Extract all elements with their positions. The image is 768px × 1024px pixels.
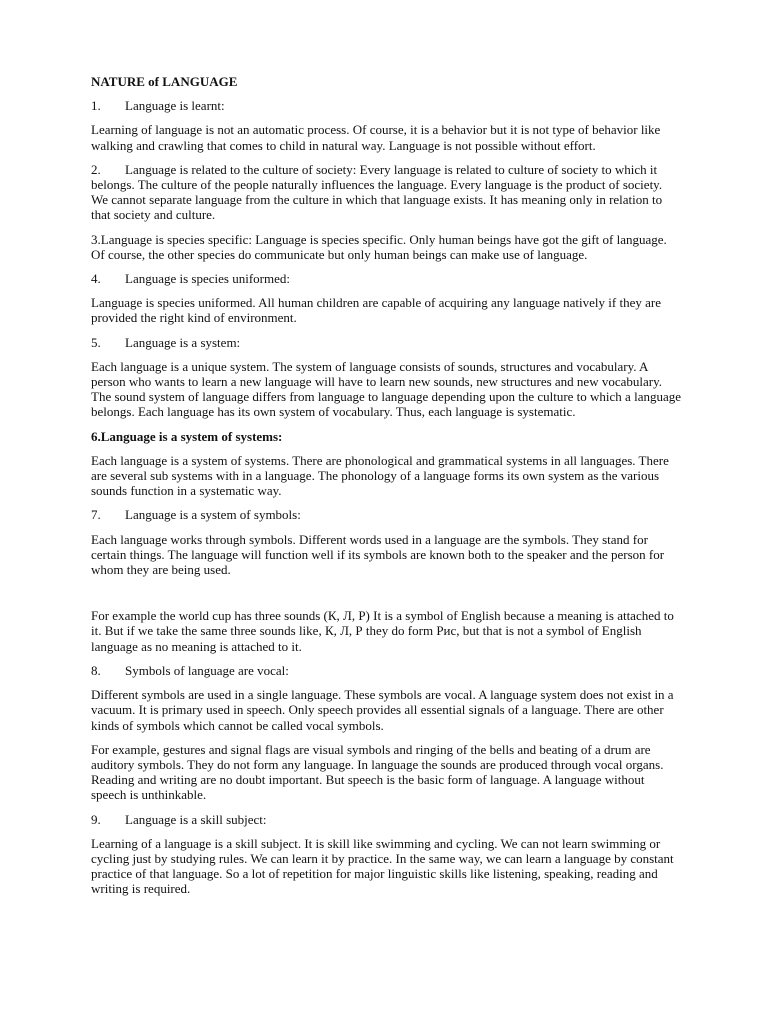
document-title: NATURE of LANGUAGE <box>91 74 238 89</box>
heading-5-text: Language is a system: <box>125 334 241 350</box>
heading-4-text: Language is species uniformed: <box>125 271 290 287</box>
paragraph-5: Each language is a unique system. The system of language consists of sounds, structures and vocabulary. A person who wants to learn a new language will have to learn new sounds, new structures and new vocabulary. The sound system of language differs from language to language depending upon the culture to which a language belongs. Each language has its own system of vocabulary. Thus, each language is systematic. <box>91 358 682 420</box>
paragraph-7-example: For example the world cup has three sounds (К, Л, Р) It is a symbol of English because a meaning is attached to it. But if we take the same three sounds like, К, Л, Р they do form Рис, but that is not a symbol of English language as no meaning is attached to it. <box>91 608 674 654</box>
heading-1-text: Language is learnt: <box>125 98 225 114</box>
heading-8-number: 8. <box>91 662 101 678</box>
heading-7-text: Language is a system of symbols: <box>125 507 301 523</box>
paragraph-7: Each language works through symbols. Different words used in a language are the symbols. They stand for certain things. The language will function well if its symbols are known both to the speaker and the person for whom they are being used. <box>91 531 665 578</box>
heading-6: 6.Language is a system of systems: <box>91 428 283 444</box>
heading-7 <box>91 507 681 522</box>
heading-4-number: 4. <box>91 271 101 287</box>
paragraph-9: Learning of a language is a skill subject. It is skill like swimming and cycling. We can not learn swimming or cycling just by studying rules. We can learn it by practice. In the same way, we can learn a language by constant practice of that language. So a lot of repetition for major linguistic skills like listening, speaking, reading and writing is required. <box>91 835 674 897</box>
heading-9 <box>91 812 681 827</box>
heading-8-text: Symbols of language are vocal: <box>125 662 289 678</box>
heading-8 <box>91 663 681 678</box>
paragraph-8-example: For example, gestures and signal flags are visual symbols and ringing of the bells and beating of a drum are auditory symbols. They do not form any language. In language the sounds are produced through vocal organs. Reading and writing are no doubt important. But speech is the basic form of language. A language without speech is unthinkable. <box>91 741 664 803</box>
document-page <box>91 74 681 906</box>
paragraph-6: Each language is a system of systems. There are phonological and grammatical systems in all languages. There are several sub systems with in a language. The phonology of a language forms its own system as the various sounds function in a systematic way. <box>91 452 669 499</box>
blank-line <box>91 586 681 608</box>
heading-2-number: 2. <box>91 161 101 177</box>
paragraph-1: Learning of language is not an automatic process. Of course, it is a behavior but it is not type of behavior like walking and crawling that comes to child in natural way. Language is not possible without effort. <box>91 122 661 153</box>
heading-1 <box>91 98 681 113</box>
paragraph-2-text: Language is related to the culture of society: Every language is related to culture of society to which it belongs. The culture of the people naturally influences the language. Every language is the product of society. We cannot separate language from the culture in which that language exists. It has meaning only in relation to that society and culture. <box>91 161 663 223</box>
heading-9-text: Language is a skill subject: <box>125 811 267 827</box>
heading-7-number: 7. <box>91 507 101 523</box>
heading-5-number: 5. <box>91 334 101 350</box>
heading-4 <box>91 271 681 286</box>
paragraph-4: Language is species uniformed. All human children are capable of acquiring any language natively if they are provided the right kind of environment. <box>91 295 661 326</box>
paragraph-8: Different symbols are used in a single language. These symbols are vocal. A language system does not exist in a vacuum. It is primary used in speech. Only speech provides all essential signals of a language. There are other kinds of symbols which cannot be called vocal symbols. <box>91 687 674 733</box>
heading-5 <box>91 335 681 350</box>
heading-9-number: 9. <box>91 811 101 827</box>
paragraph-3: 3.Language is species specific: Language is species specific. Only human beings have got the gift of language. Of course, the other species do communicate but only human beings can make use of language. <box>91 231 667 262</box>
paragraph-2 <box>91 162 681 223</box>
heading-1-number: 1. <box>91 98 101 114</box>
